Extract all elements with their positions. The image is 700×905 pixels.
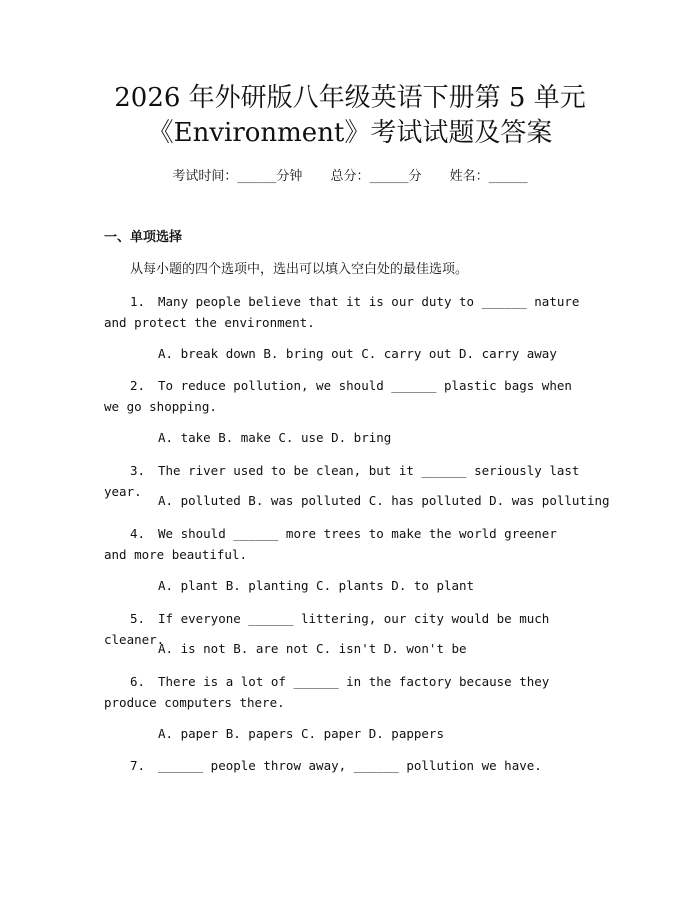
question-4 <box>104 523 584 565</box>
question-4-options: A. plant B. planting C. plants D. to plant <box>158 578 475 593</box>
question-6-options: A. paper B. papers C. paper D. pappers <box>158 726 444 741</box>
total-score-field: 总分：______分 <box>330 169 422 184</box>
question-number: 6. <box>130 674 146 689</box>
question-number: 7. <box>130 758 146 773</box>
exam-meta <box>0 168 700 186</box>
exam-title-line-2: 《Environment》考试试题及答案 <box>147 118 553 148</box>
question-5-options: A. is not B. are not C. isn't D. won't be <box>158 641 467 656</box>
question-number: 3. <box>130 463 146 478</box>
student-name-field: 姓名：______ <box>449 169 528 184</box>
question-2 <box>104 375 584 417</box>
question-1 <box>104 291 584 333</box>
question-6 <box>104 671 584 713</box>
question-3-options: A. polluted B. was polluted C. has polluted D. was polluting <box>158 493 610 508</box>
question-text: Many people believe that it is our duty to ______ nature and protect the environment. <box>104 294 580 330</box>
question-text: We should ______ more trees to make the world greener and more beautiful. <box>104 526 557 562</box>
section-instruction: 从每小题的四个选项中，选出可以填入空白处的最佳选项。 <box>130 262 469 277</box>
question-7 <box>104 755 584 776</box>
question-text: To reduce pollution, we should ______ plastic bags when we go shopping. <box>104 378 572 414</box>
question-2-options: A. take B. make C. use D. bring <box>158 430 392 445</box>
question-number: 4. <box>130 526 146 541</box>
question-text: If everyone ______ littering, our city would be much cleaner. <box>104 611 550 647</box>
exam-time-field: 考试时间：______分钟 <box>172 169 303 184</box>
section-heading: 一、单项选择 <box>104 230 183 245</box>
question-number: 2. <box>130 378 146 393</box>
question-text: ______ people throw away, ______ pollution we have. <box>158 758 542 773</box>
exam-title-line-1: 2026 年外研版八年级英语下册第 5 单元 <box>114 83 586 113</box>
question-1-options: A. break down B. bring out C. carry out D. carry away <box>158 346 557 361</box>
question-number: 5. <box>130 611 146 626</box>
question-text: There is a lot of ______ in the factory because they produce computers there. <box>104 674 550 710</box>
question-text: The river used to be clean, but it ______ seriously last year. <box>104 463 580 499</box>
question-number: 1. <box>130 294 146 309</box>
